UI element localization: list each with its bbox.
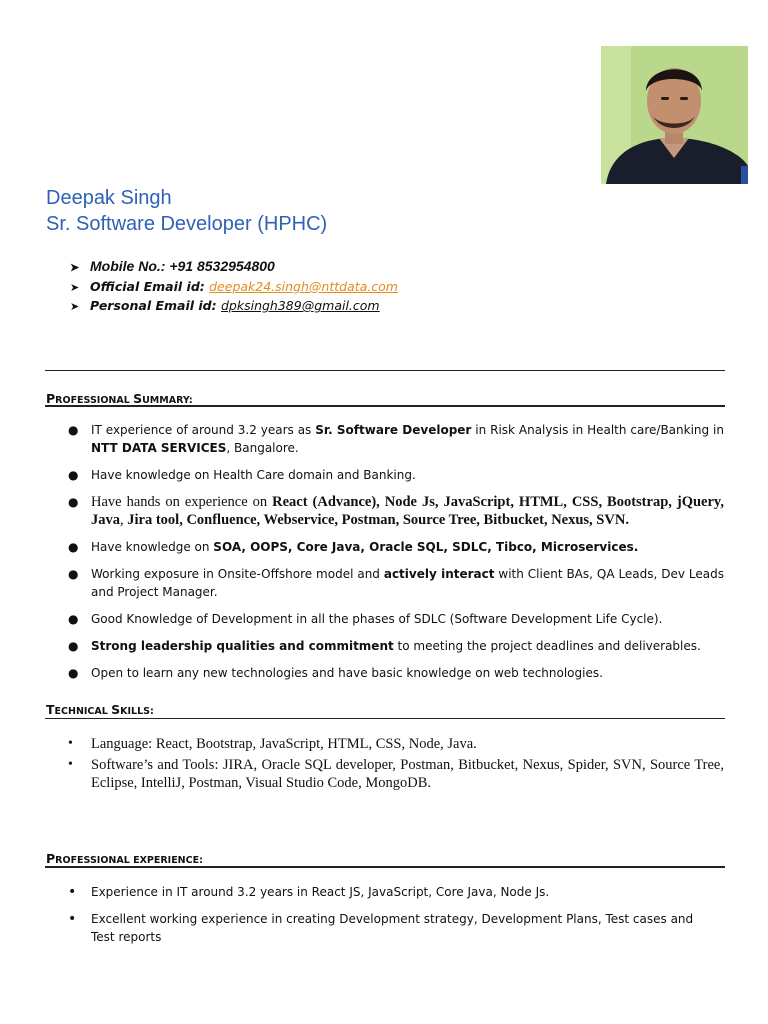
candidate-title: Sr. Software Developer (HPHC): [46, 213, 328, 235]
section-title-skills: TECHNICAL SKILLS:: [46, 702, 154, 717]
bullet-icon: ●: [68, 468, 79, 482]
bullet-icon: •: [68, 736, 73, 751]
divider-skills: [45, 718, 725, 719]
official-email-link[interactable]: deepak24.singh@nttdata.com: [209, 279, 398, 294]
mobile-number: +91 8532954800: [169, 258, 275, 274]
bullet-icon: ●: [68, 540, 79, 554]
list-item: ● Strong leadership qualities and commitment to meeting the project deadlines and deliverables.: [68, 639, 701, 653]
contact-personal-email: ➤ Personal Email id: dpksingh389@gmail.com: [70, 296, 398, 315]
list-item: ● Open to learn any new technologies and have basic knowledge on web technologies.: [68, 666, 603, 680]
bullet-icon: •: [68, 884, 77, 900]
contact-mobile: ➤ Mobile No.: +91 8532954800: [70, 256, 398, 277]
bullet-icon: ●: [68, 567, 79, 581]
bullet-icon: ●: [68, 423, 79, 437]
bullet-icon: ●: [68, 639, 79, 653]
list-item: • Experience in IT around 3.2 years in React JS, JavaScript, Core Java, Node Js.: [68, 884, 550, 900]
section-title-summary: PROFESSIONAL SUMMARY:: [46, 391, 193, 406]
bullet-icon: •: [68, 757, 73, 772]
list-item: • Language: React, Bootstrap, JavaScript, HTML, CSS, Node, Java.: [68, 736, 477, 752]
experience-list: [68, 883, 724, 946]
summary-list: [68, 421, 724, 682]
section-title-experience: PROFESSIONAL EXPERIENCE:: [46, 851, 203, 866]
list-item: ● Have hands on experience on React (Advance), Node Js, JavaScript, HTML, CSS, Bootstrap, jQuery, Java, Jira tool, Confluence, Webservice, Postman, Source Tree, Bitbucket, Nexus, SVN.: [68, 494, 724, 528]
skills-list: [68, 735, 724, 792]
divider-experience: [45, 866, 725, 868]
header: [46, 185, 327, 237]
personal-email-link[interactable]: dpksingh389@gmail.com: [220, 298, 380, 313]
list-item: ● Have knowledge on SOA, OOPS, Core Java, Oracle SQL, SDLC, Tibco, Microservices.: [68, 540, 639, 554]
arrowhead-bullet-icon: ➤: [70, 300, 80, 313]
contact-list: [70, 256, 398, 315]
list-item: • Software’s and Tools: JIRA, Oracle SQL developer, Postman, Bitbucket, Nexus, Spider, SVN, Source Tree, Eclipse, IntelliJ, Postman, Visual Studio Code, MongoDB.: [68, 757, 724, 791]
bullet-icon: ●: [68, 612, 79, 626]
list-item: ● IT experience of around 3.2 years as Sr. Software Developer in Risk Analysis in Health care/Banking in NTT DATA SERVICES, Bangalore.: [68, 423, 724, 455]
bullet-icon: ●: [68, 666, 79, 680]
candidate-name: Deepak Singh: [46, 187, 172, 209]
list-item: ● Good Knowledge of Development in all the phases of SDLC (Software Development Life Cycle).: [68, 612, 663, 626]
arrowhead-bullet-icon: ➤: [70, 281, 80, 294]
bullet-icon: ●: [68, 495, 79, 509]
divider-summary: [45, 405, 725, 407]
list-item: ● Working exposure in Onsite-Offshore model and actively interact with Client BAs, QA Leads, Dev Leads and Project Manager.: [68, 567, 724, 599]
arrowhead-bullet-icon: ➤: [70, 262, 80, 274]
profile-photo: [601, 46, 748, 184]
bullet-icon: •: [68, 911, 77, 927]
divider-top: [45, 370, 725, 371]
list-item: ● Have knowledge on Health Care domain and Banking.: [68, 468, 416, 482]
list-item: • Excellent working experience in creating Development strategy, Development Plans, Test cases and Test reports: [68, 911, 694, 944]
contact-official-email: ➤ Official Email id: deepak24.singh@nttdata.com: [70, 277, 398, 296]
